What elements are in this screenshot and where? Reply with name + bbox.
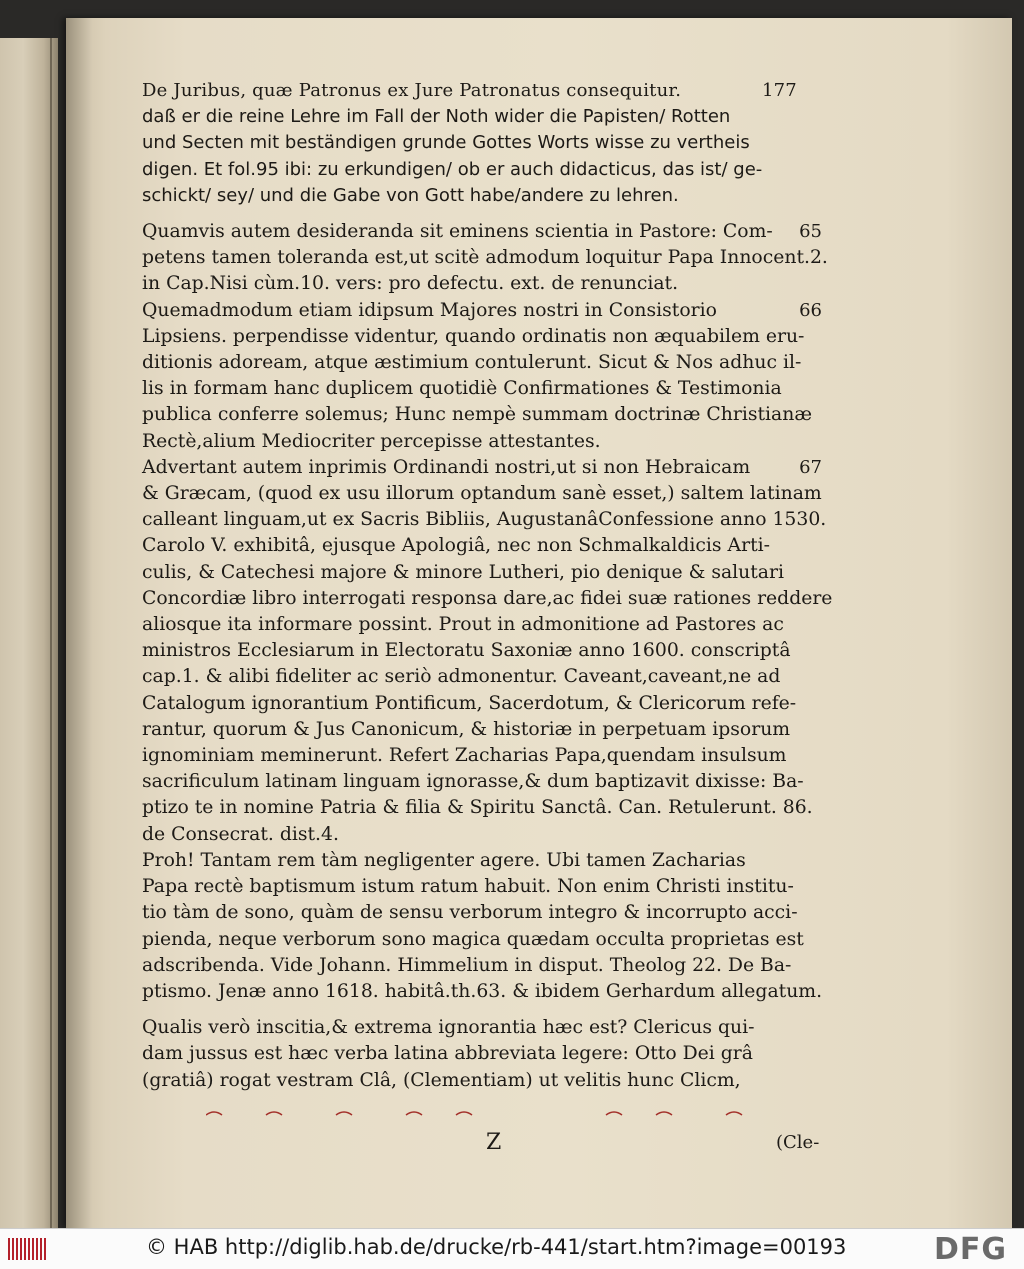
margin-number: 66 (799, 299, 822, 321)
text-line: calleant linguam,ut ex Sacris Bibliis, AugustanâConfessione anno 1530. (142, 509, 827, 531)
text-line: Lipsiens. perpendisse videntur, quando ordinatis non æquabilem eru- (142, 325, 805, 347)
text-line: sacrificulum latinam linguam ignorasse,& dum baptizavit dixisse: Ba- (142, 771, 804, 793)
text-line: ditionis adoream, atque æstimium contulerunt. Sicut & Nos adhuc il- (142, 352, 802, 374)
page-number: 177 (762, 80, 797, 101)
margin-number: 67 (799, 456, 822, 478)
text-line: Quamvis autem desideranda sit eminens scientia in Pastore: Com- 65 (142, 219, 782, 245)
dfg-logo: DFG (934, 1232, 1008, 1267)
text-line: schickt/ sey/ und die Gabe von Gott habe/andere zu lehren. (142, 184, 679, 206)
text-line: Papa rectè baptismum istum ratum habuit. Non enim Christi institu- (142, 876, 794, 898)
text-line: aliosque ita informare possint. Prout in admonitione ad Pastores ac (142, 614, 784, 636)
text-line: Carolo V. exhibitâ, ejusque Apologiâ, nec non Schmalkaldicis Arti- (142, 535, 770, 557)
signature-mark: Z (486, 1130, 502, 1155)
text-line: daß er die reine Lehre im Fall der Noth wider die Papisten/ Rotten (142, 106, 731, 128)
text-line: cap.1. & alibi fideliter ac seriò admonentur. Caveant,caveant,ne ad (142, 666, 781, 688)
left-page-edge (0, 38, 58, 1228)
text-line: ministros Ecclesiarum in Electoratu Saxoniæ anno 1600. conscriptâ (142, 640, 791, 662)
page-text (142, 78, 833, 1094)
text-line: Catalogum ignorantium Pontificum, Sacerdotum, & Clericorum refe- (142, 692, 797, 714)
text-line: Concordiæ libro interrogati responsa dare,ac fidei suæ rationes reddere (142, 587, 833, 609)
text-line: tio tàm de sono, quàm de sensu verborum integro & incorrupto acci- (142, 902, 798, 924)
text-line: (gratiâ) rogat vestram Clâ, (Clementiam) ut velitis hunc Clicm, (142, 1069, 741, 1091)
text-line: & Græcam, (quod ex usu illorum optandum sanè esset,) saltem latinam (142, 483, 822, 505)
paragraph-gap (142, 209, 782, 219)
underline-marks (206, 1108, 846, 1122)
hab-logo-icon (6, 1234, 50, 1264)
text-line: dam jussus est hæc verba latina abbreviata legere: Otto Dei grâ (142, 1043, 753, 1065)
text-line: petens tamen toleranda est,ut scitè admodum loquitur Papa Innocent.2. (142, 247, 828, 269)
text-line: ptizo te in nomine Patria & filia & Spiritu Sanctâ. Can. Retulerunt. 86. (142, 797, 813, 819)
text-line: pienda, neque verborum sono magica quædam occulta proprietas est (142, 928, 804, 950)
running-head (142, 78, 797, 104)
text-line: und Secten mit beständigen grunde Gottes Worts wisse zu vertheis (142, 132, 750, 154)
body-lines (142, 104, 833, 1094)
text-line: rantur, quorum & Jus Canonicum, & historiæ in perpetuam ipsorum (142, 718, 791, 740)
text-line: culis, & Catechesi majore & minore Lutheri, pio denique & salutari (142, 561, 784, 583)
text-line: lis in formam hanc duplicem quotidiè Confirmationes & Testimonia (142, 378, 782, 400)
text-line: Rectè,alium Mediocriter percepisse attestantes. (142, 430, 601, 452)
text-line: Quemadmodum etiam idipsum Majores nostri in Consistorio 66 (142, 298, 782, 324)
text-line: adscribenda. Vide Johann. Himmelium in disput. Theolog 22. De Ba- (142, 954, 792, 976)
text-line: ignominiam meminerunt. Refert Zacharias Papa,quendam insulsum (142, 745, 787, 767)
page-gutter (66, 18, 92, 1228)
catchword: (Cle- (776, 1132, 820, 1153)
copyright-link[interactable]: © HAB http://diglib.hab.de/drucke/rb-441/start.htm?image=00193 (146, 1235, 847, 1259)
viewer-footer (0, 1228, 1024, 1269)
text-line: de Consecrat. dist.4. (142, 823, 339, 845)
text-line: in Cap.Nisi cùm.10. vers: pro defectu. ext. de renunciat. (142, 273, 679, 295)
text-line: publica conferre solemus; Hunc nempè summam doctrinæ Christianæ (142, 404, 812, 426)
margin-number: 65 (799, 221, 822, 243)
text-line: Qualis verò inscitia,& extrema ignorantia hæc est? Clericus qui- (142, 1017, 755, 1039)
book-page (66, 18, 1012, 1228)
text-line: digen. Et fol.95 ibi: zu erkundigen/ ob er auch didacticus, das ist/ ge- (142, 158, 763, 180)
text-line: Proh! Tantam rem tàm negligenter agere. Ubi tamen Zacharias (142, 849, 746, 871)
text-line: Advertant autem inprimis Ordinandi nostri,ut si non Hebraicam 67 (142, 455, 782, 481)
running-head-title: De Juribus, quæ Patronus ex Jure Patronatus consequitur. (142, 80, 682, 101)
paragraph-gap (142, 1005, 782, 1015)
text-line: ptismo. Jenæ anno 1618. habitâ.th.63. & ibidem Gerhardum allegatum. (142, 980, 823, 1002)
